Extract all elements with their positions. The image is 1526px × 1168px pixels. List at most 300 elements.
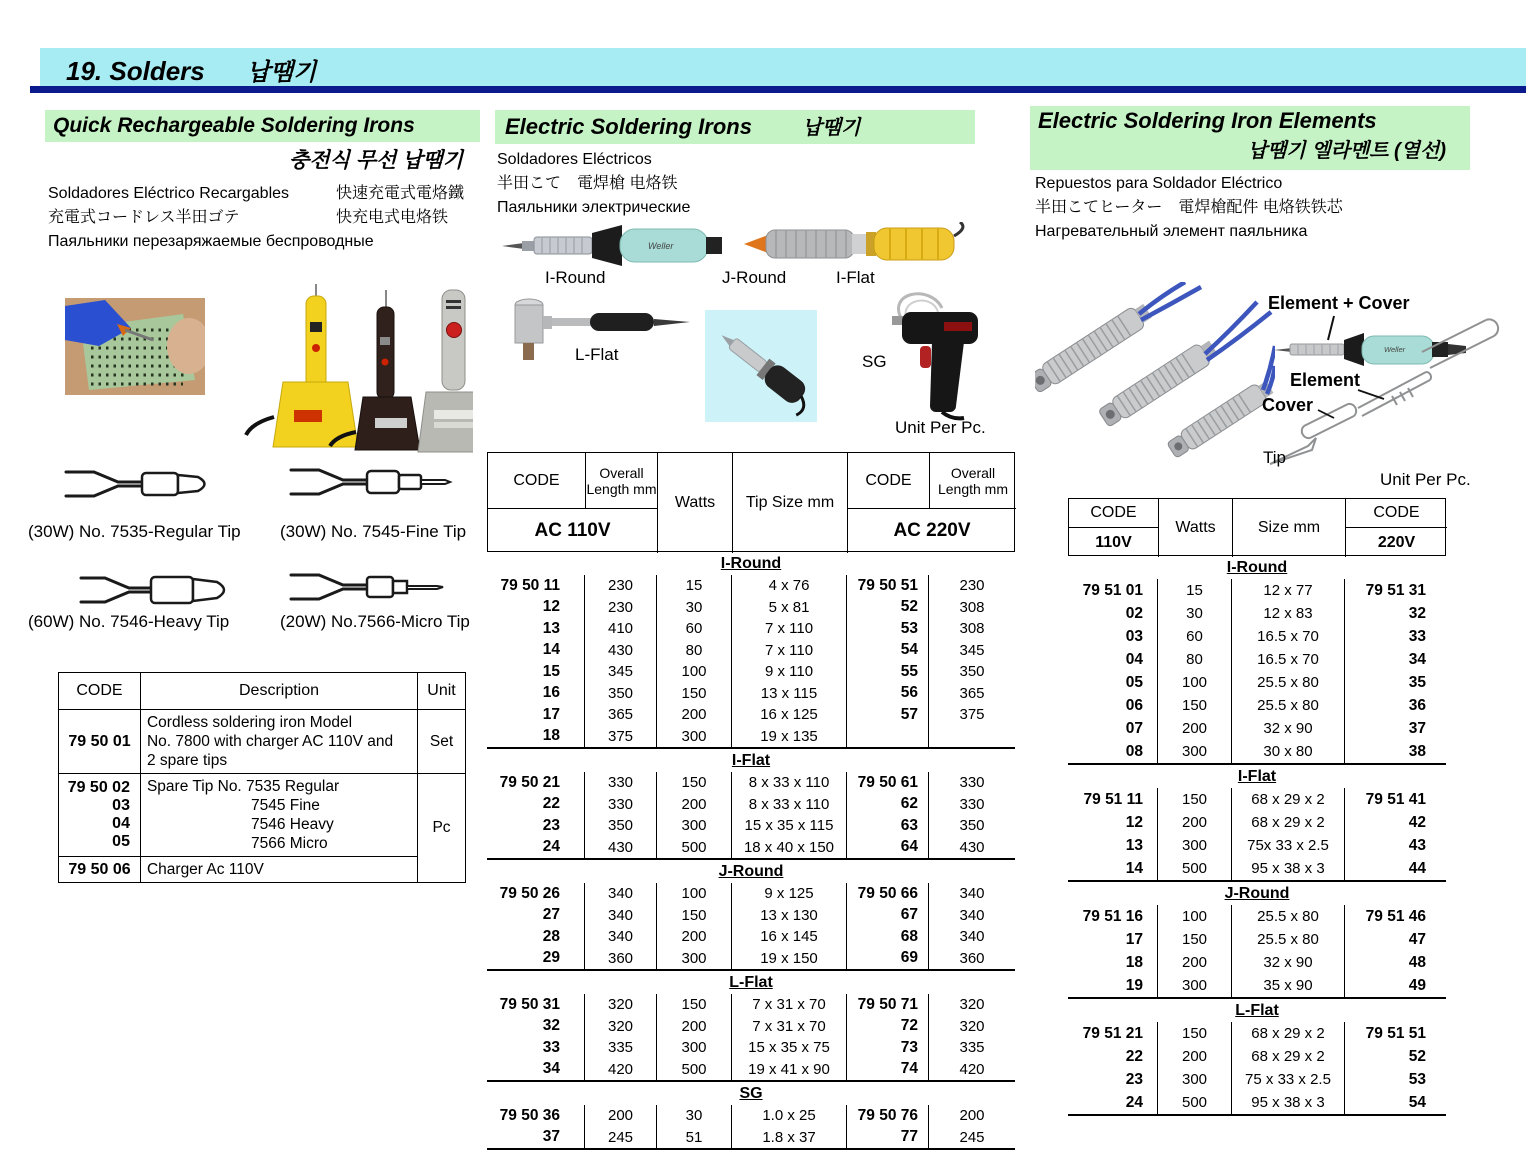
- table-cell: 320: [585, 994, 657, 1016]
- header-220v: 220V: [1377, 533, 1416, 551]
- header-ac110: AC 110V: [488, 509, 658, 553]
- table-cell: 430: [959, 838, 985, 856]
- table-cell: 340: [959, 906, 985, 924]
- table-cell: 95 x 38 x 3: [1232, 857, 1345, 880]
- table-cell: 24: [487, 837, 585, 859]
- tip-regular-drawing: [60, 462, 220, 512]
- table-cell: 308: [959, 620, 985, 638]
- table-cell: 34: [487, 1059, 585, 1081]
- desc-line: Cordless soldering iron Model: [146, 714, 353, 731]
- table-cell: 17: [487, 704, 585, 726]
- table-cell: 37: [1408, 719, 1426, 737]
- table-cell: 54: [847, 640, 929, 662]
- table-cell: 1.8 x 37: [732, 1127, 847, 1149]
- table-cell: 07: [1068, 717, 1158, 740]
- table-cell: 16 x 125: [732, 704, 847, 726]
- table-cell: 13: [1068, 834, 1158, 857]
- header-ac220: AC 220V: [893, 520, 971, 541]
- table-cell: 5 x 81: [732, 597, 847, 619]
- table-cell: 32 x 90: [1232, 717, 1345, 740]
- table-cell: 33: [1408, 627, 1426, 645]
- header-code-110: CODE: [488, 453, 586, 509]
- section-title-ko: 납땜기 엘라멘트 (열선): [1247, 140, 1446, 162]
- table-cell: 79 51 46: [1365, 907, 1426, 925]
- tip-heavy-drawing: [75, 568, 235, 618]
- table-cell: 79 51 11: [1068, 788, 1158, 811]
- table-cell: 300: [657, 1037, 732, 1059]
- table-cell: 430: [585, 837, 657, 859]
- table-section-j-round: [1068, 882, 1446, 999]
- table-cell: 38: [1408, 742, 1426, 760]
- table-cell: 12 x 83: [1232, 602, 1345, 625]
- table-cell: 230: [585, 575, 657, 597]
- table-cell: 345: [585, 661, 657, 683]
- table-cell: 8 x 33 x 110: [732, 772, 847, 794]
- header-code-220: CODE: [848, 453, 930, 509]
- table-cell: 42: [1408, 813, 1426, 831]
- table-cell: 100: [657, 661, 732, 683]
- table-cell: 500: [657, 1059, 732, 1081]
- column-header-code: CODE: [59, 673, 141, 710]
- table-cell: 320: [959, 996, 985, 1014]
- table-cell: 9 x 125: [732, 883, 847, 905]
- table-cell: 79 50 36: [487, 1105, 585, 1127]
- table-cell: 34: [1408, 650, 1426, 668]
- table-cell: 36: [1408, 696, 1426, 714]
- table-cell: 4 x 76: [732, 575, 847, 597]
- table-cell: 100: [657, 883, 732, 905]
- table-cell: 330: [959, 795, 985, 813]
- table-cell: 77: [847, 1127, 929, 1149]
- page-header-rule: [30, 86, 1526, 93]
- table-cell: 54: [1408, 1093, 1426, 1111]
- table-cell: 7 x 31 x 70: [732, 994, 847, 1016]
- table-cell: 245: [959, 1128, 985, 1146]
- table-cell: 73: [847, 1037, 929, 1059]
- table-cell: 79 51 51: [1365, 1024, 1426, 1042]
- table-cell: 62: [847, 794, 929, 816]
- table-cell: 05: [1068, 671, 1158, 694]
- iron-i-round-photo: [498, 222, 728, 268]
- lang-ru: Паяльники электрические: [497, 199, 691, 216]
- table-cell: 79 50 71: [847, 994, 929, 1016]
- label-l-flat: L-Flat: [575, 345, 619, 364]
- table-cell: 27: [487, 905, 585, 927]
- table-cell: 15: [657, 575, 732, 597]
- table-cell: 320: [585, 1016, 657, 1038]
- table-cell: 80: [1158, 648, 1232, 671]
- table-section-i-round: [487, 552, 1015, 749]
- heating-elements-photo: [1035, 282, 1275, 482]
- table-cell: 9 x 110: [732, 661, 847, 683]
- table-cell: 16.5 x 70: [1232, 648, 1345, 671]
- table-cell: 44: [1408, 859, 1426, 877]
- table-cell: 67: [847, 905, 929, 927]
- section-title-en: Electric Soldering Irons: [505, 114, 752, 139]
- table-cell: 12: [1068, 811, 1158, 834]
- table-cell: 79 51 41: [1365, 790, 1426, 808]
- table-section-l-flat: [1068, 999, 1446, 1116]
- table-cell: 35 x 90: [1232, 974, 1345, 997]
- table-cell: 15 x 35 x 115: [732, 815, 847, 837]
- table-cell: 30: [657, 1105, 732, 1127]
- svg-text:Weller: Weller: [648, 241, 674, 251]
- cordless-irons-photo: [228, 282, 473, 457]
- tip-label-regular: (30W) No. 7535-Regular Tip: [28, 522, 241, 541]
- table-cell: 35: [1408, 673, 1426, 691]
- header-watts: Watts: [658, 453, 733, 553]
- table-cell: 340: [959, 885, 985, 903]
- table-cell: 49: [1408, 976, 1426, 994]
- table-cell: 13 x 130: [732, 905, 847, 927]
- description-cell: [140, 710, 417, 774]
- section-subtitle-ko: 충전식 무선 납땜기: [289, 149, 463, 172]
- section-title-electric-irons: [495, 110, 975, 144]
- table-cell: 300: [657, 815, 732, 837]
- table-cell: 150: [657, 905, 732, 927]
- table-cell: 500: [1158, 1091, 1232, 1114]
- code-cell: 79 50 01: [59, 710, 141, 774]
- table-cell: 55: [847, 661, 929, 683]
- table-cell: 13: [487, 618, 585, 640]
- table-cell: 68 x 29 x 2: [1232, 811, 1345, 834]
- table-cell: 350: [585, 815, 657, 837]
- table-cell: 79 50 61: [847, 772, 929, 794]
- table-cell: 79 50 26: [487, 883, 585, 905]
- table-cell: 15: [1158, 579, 1232, 602]
- table-cell: 18: [1068, 951, 1158, 974]
- table-cell: 300: [657, 948, 732, 970]
- table-cell: 420: [959, 1060, 985, 1078]
- table-cell: 150: [657, 772, 732, 794]
- iron-angled-photo: [705, 310, 817, 422]
- lang-es: Repuestos para Soldador Eléctrico: [1035, 175, 1283, 192]
- table-cell: 02: [1068, 602, 1158, 625]
- svg-text:Weller: Weller: [1384, 345, 1406, 354]
- table-cell: 200: [657, 1016, 732, 1038]
- lang-ja: 充電式コードレス半田ゴテ: [48, 209, 240, 226]
- header-size: Size mm: [1233, 499, 1346, 557]
- table-cell: 52: [847, 597, 929, 619]
- table-cell: [847, 726, 929, 748]
- table-cell: 60: [1158, 625, 1232, 648]
- table-cell: 340: [585, 905, 657, 927]
- table-cell: 200: [585, 1105, 657, 1127]
- lang-zh-cn: 快充电式电烙铁: [336, 209, 449, 226]
- table-cell: 68 x 29 x 2: [1232, 1045, 1345, 1068]
- table-cell: 03: [1068, 625, 1158, 648]
- label-i-flat: I-Flat: [836, 268, 875, 287]
- table-cell: 200: [1158, 717, 1232, 740]
- desc-line: 7546 Heavy: [250, 816, 334, 833]
- table-cell: 360: [959, 949, 985, 967]
- table-cell: 53: [847, 618, 929, 640]
- table-cell: 56: [847, 683, 929, 705]
- table-cell: 15: [487, 661, 585, 683]
- table-cell: 25.5 x 80: [1232, 671, 1345, 694]
- table-cell: 33: [487, 1037, 585, 1059]
- column-header-description: Description: [140, 673, 417, 710]
- page-title-ko: 납땜기: [246, 59, 317, 86]
- tip-micro-drawing: [285, 565, 450, 615]
- header-110v: 110V: [1069, 528, 1159, 557]
- unit-cell: Pc: [418, 774, 466, 883]
- table-cell: 7 x 31 x 70: [732, 1016, 847, 1038]
- table-cell: 375: [585, 726, 657, 748]
- table-cell: 47: [1408, 930, 1426, 948]
- table-cell: 230: [959, 577, 985, 595]
- table-cell: 330: [585, 794, 657, 816]
- table-cell: 16: [487, 683, 585, 705]
- table-cell: 04: [1068, 648, 1158, 671]
- table-cell: 16.5 x 70: [1232, 625, 1345, 648]
- lang-ja-zh: 半田こてヒーター 電焊槍配件 电烙铁铁芯: [1035, 199, 1343, 216]
- table-cell: 308: [959, 598, 985, 616]
- lang-zh-tw: 快速充電式電烙鐵: [336, 185, 465, 202]
- table-cell: 19 x 150: [732, 948, 847, 970]
- table-cell: 150: [1158, 1022, 1232, 1045]
- unit-per-pc-right: Unit Per Pc.: [1380, 470, 1471, 489]
- table-cell: 340: [959, 928, 985, 946]
- column-header-unit: Unit: [418, 673, 466, 710]
- section-title-en: Electric Soldering Iron Elements: [1038, 108, 1377, 133]
- table-cell: 410: [585, 618, 657, 640]
- table-cell: 79 51 16: [1068, 905, 1158, 928]
- table-cell: 300: [1158, 740, 1232, 763]
- table-cell: 340: [585, 926, 657, 948]
- table-cell: 200: [657, 926, 732, 948]
- table-cell: 23: [1068, 1068, 1158, 1091]
- table-cell: 420: [585, 1059, 657, 1081]
- table-cell: 14: [1068, 857, 1158, 880]
- label-element-cover: Element + Cover: [1268, 293, 1410, 313]
- table-section-i-flat: [1068, 765, 1446, 882]
- table-cell: 345: [959, 641, 985, 659]
- desc-line: No. 7800 with charger AC 110V and: [146, 733, 394, 750]
- table-cell: 360: [585, 948, 657, 970]
- table-cell: 19 x 41 x 90: [732, 1059, 847, 1081]
- table-cell: 8 x 33 x 110: [732, 794, 847, 816]
- table-cell: 18: [487, 726, 585, 748]
- desc-line: Spare Tip No. 7535 Regular: [146, 778, 340, 795]
- desc-line: 7566 Micro: [250, 835, 328, 852]
- table-cell: 19 x 135: [732, 726, 847, 748]
- table-cell: 25.5 x 80: [1232, 928, 1345, 951]
- table-cell: 1.0 x 25: [732, 1105, 847, 1127]
- header-tip-size: Tip Size mm: [733, 453, 848, 553]
- label-tip: Tip: [1263, 448, 1286, 467]
- table-cell: 17: [1068, 928, 1158, 951]
- table-cell: 53: [1408, 1070, 1426, 1088]
- section-heading: SG: [739, 1085, 763, 1102]
- table-cell: 350: [959, 817, 985, 835]
- unit-cell: Set: [418, 710, 466, 774]
- table-cell: 350: [959, 663, 985, 681]
- iron-sg-gun-photo: [872, 286, 996, 422]
- table-cell: 375: [959, 706, 985, 724]
- table-row: [59, 710, 466, 774]
- section-heading: J-Round: [718, 863, 784, 880]
- table-cell: 330: [959, 774, 985, 792]
- table-cell: 64: [847, 837, 929, 859]
- section-heading: L-Flat: [1235, 1002, 1279, 1019]
- table-cell: 29: [487, 948, 585, 970]
- table-cell: 245: [585, 1127, 657, 1149]
- table-cell: 300: [1158, 1068, 1232, 1091]
- table-cell: 28: [487, 926, 585, 948]
- table-cell: 150: [1158, 928, 1232, 951]
- table-cell: 200: [657, 704, 732, 726]
- table-cell: 30 x 80: [1232, 740, 1345, 763]
- table-cell: 37: [487, 1127, 585, 1149]
- table-section-l-flat: [487, 971, 1015, 1082]
- label-j-round: J-Round: [722, 268, 787, 287]
- iron-j-round-i-flat-photo: [740, 222, 968, 268]
- table-cell: 79 50 76: [847, 1105, 929, 1127]
- table-cell: 335: [585, 1037, 657, 1059]
- code-line: 04: [112, 815, 130, 832]
- table-cell: 68 x 29 x 2: [1232, 788, 1345, 811]
- table-cell: 19: [1068, 974, 1158, 997]
- table-cell: 430: [585, 640, 657, 662]
- table-cell: 48: [1408, 953, 1426, 971]
- table-cell: 18 x 40 x 150: [732, 837, 847, 859]
- table-cell: 43: [1408, 836, 1426, 854]
- table-cell: 30: [657, 597, 732, 619]
- table-cell: 365: [959, 684, 985, 702]
- table-cell: 79 51 31: [1365, 581, 1426, 599]
- tip-label-heavy: (60W) No. 7546-Heavy Tip: [28, 612, 230, 631]
- table-cell: 500: [657, 837, 732, 859]
- header-code-220: CODE: [1346, 499, 1447, 528]
- table-cell: 22: [487, 794, 585, 816]
- label-sg: SG: [862, 352, 887, 371]
- table-cell: 200: [657, 794, 732, 816]
- table-cell: 63: [847, 815, 929, 837]
- table-cell: 51: [657, 1127, 732, 1149]
- header-watts: Watts: [1159, 499, 1233, 557]
- table-cell: 14: [487, 640, 585, 662]
- table-cell: 200: [959, 1107, 985, 1125]
- electric-irons-table-header: [487, 452, 1015, 552]
- table-cell: 79 50 21: [487, 772, 585, 794]
- label-i-round: I-Round: [545, 268, 606, 287]
- table-cell: 15 x 35 x 75: [732, 1037, 847, 1059]
- code-line: 03: [112, 797, 130, 814]
- table-cell: 68: [847, 926, 929, 948]
- table-cell: 365: [585, 704, 657, 726]
- section-title-ko: 납땜기: [802, 117, 861, 139]
- section-heading: J-Round: [1224, 885, 1290, 902]
- section-heading: I-Flat: [1237, 768, 1277, 785]
- lang-line: [48, 206, 478, 230]
- table-cell: 335: [959, 1039, 985, 1057]
- code-line: 05: [112, 833, 130, 850]
- table-cell: 72: [847, 1016, 929, 1038]
- label-element: Element: [1290, 370, 1361, 390]
- table-cell: 7 x 110: [732, 640, 847, 662]
- elements-table: [1068, 556, 1446, 1116]
- table-cell: 25.5 x 80: [1232, 694, 1345, 717]
- table-cell: 79 50 11: [487, 575, 585, 597]
- header-overall-length-110: Overall Length mm: [586, 453, 658, 509]
- lang-ru: Нагревательный элемент паяльника: [1035, 223, 1308, 240]
- table-cell: 16 x 145: [732, 926, 847, 948]
- table-cell: 200: [1158, 811, 1232, 834]
- table-cell: 24: [1068, 1091, 1158, 1114]
- table-cell: 52: [1408, 1047, 1426, 1065]
- table-cell: 79 50 51: [847, 575, 929, 597]
- table-row: [59, 857, 466, 883]
- table-cell: 12 x 77: [1232, 579, 1345, 602]
- table-cell: 32: [487, 1016, 585, 1038]
- lang-ru: Паяльники перезаряжаемые беспроводные: [48, 233, 374, 250]
- table-cell: 60: [657, 618, 732, 640]
- table-row: [59, 774, 466, 857]
- table-cell: 30: [1158, 602, 1232, 625]
- table-cell: 230: [585, 597, 657, 619]
- table-cell: 500: [1158, 857, 1232, 880]
- lang-es: Soldadores Eléctrico Recargables: [48, 185, 290, 202]
- section-heading: L-Flat: [729, 974, 773, 991]
- description-cell: [140, 774, 417, 857]
- table-cell: [929, 726, 1015, 748]
- table-cell: 300: [1158, 834, 1232, 857]
- table-cell: 25.5 x 80: [1232, 905, 1345, 928]
- table-cell: 57: [847, 704, 929, 726]
- table-cell: 100: [1158, 671, 1232, 694]
- table-cell: 13 x 115: [732, 683, 847, 705]
- table-cell: 300: [657, 726, 732, 748]
- table-cell: 150: [1158, 788, 1232, 811]
- lang-es: Soldadores Eléctricos: [497, 151, 652, 168]
- table-cell: 79 50 66: [847, 883, 929, 905]
- page-title: [66, 52, 316, 87]
- code-line: 79 50 02: [67, 779, 130, 796]
- table-cell: 200: [1158, 951, 1232, 974]
- table-cell: 08: [1068, 740, 1158, 763]
- section-title-elements: [1030, 106, 1470, 170]
- elements-table-header: [1068, 498, 1446, 556]
- table-cell: 79 51 01: [1068, 579, 1158, 602]
- table-section-j-round: [487, 860, 1015, 971]
- description-cell: Charger Ac 110V: [140, 857, 417, 883]
- page-title-en: 19. Solders: [66, 56, 205, 86]
- table-cell: 300: [1158, 974, 1232, 997]
- table-section-sg: [487, 1082, 1015, 1150]
- section-title-rechargeable: Quick Rechargeable Soldering Irons: [45, 110, 480, 142]
- desc-line: 2 spare tips: [146, 752, 228, 769]
- table-cell: 23: [487, 815, 585, 837]
- code-cell: 79 50 06: [59, 857, 141, 883]
- soldering-work-photo: [65, 298, 205, 395]
- table-cell: 80: [657, 640, 732, 662]
- table-cell: 320: [959, 1017, 985, 1035]
- table-section-i-round: [1068, 556, 1446, 765]
- table-cell: 12: [487, 597, 585, 619]
- table-cell: 150: [1158, 694, 1232, 717]
- header-code-110: CODE: [1069, 499, 1159, 528]
- table-cell: 79 50 31: [487, 994, 585, 1016]
- rechargeable-irons-table: [58, 672, 466, 883]
- table-cell: 79 51 21: [1068, 1022, 1158, 1045]
- header-overall-length-220: Overall Length mm: [930, 453, 1016, 509]
- table-cell: 200: [1158, 1045, 1232, 1068]
- table-cell: 7 x 110: [732, 618, 847, 640]
- table-cell: 95 x 38 x 3: [1232, 1091, 1345, 1114]
- table-cell: 75 x 33 x 2.5: [1232, 1068, 1345, 1091]
- section-heading: I-Round: [1226, 559, 1288, 576]
